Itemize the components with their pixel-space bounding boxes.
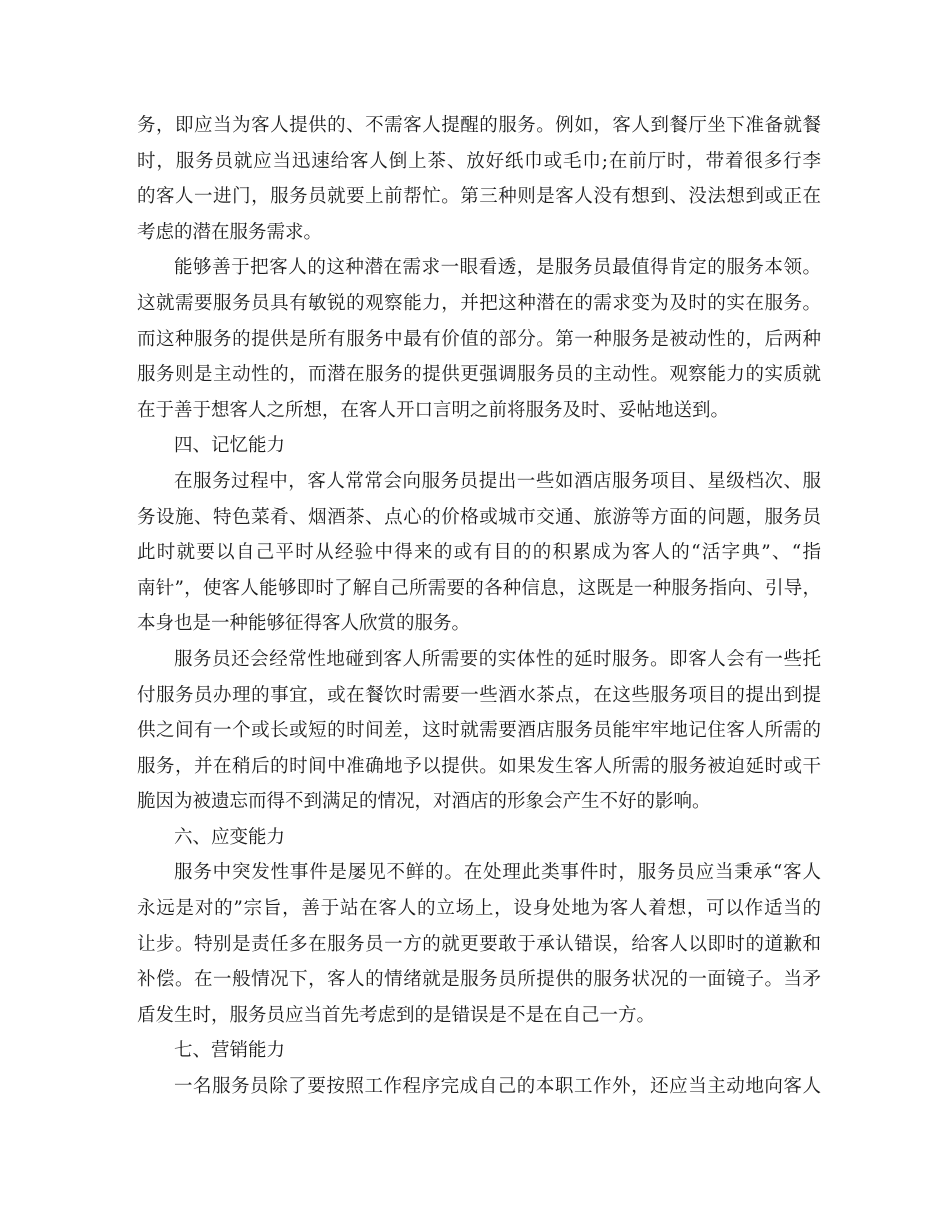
section-heading-adaptability: 六、应变能力: [174, 826, 286, 848]
text-line: 考虑的潜在服务需求。: [137, 221, 323, 243]
text-line: 而这种服务的提供是所有服务中最有价值的部分。第一种服务是被动性的，后两种: [137, 328, 821, 350]
text-line: 付服务员办理的事宜，或在餐饮时需要一些酒水茶点，在这些服务项目的提出到提: [137, 684, 821, 706]
text-line: 这就需要服务员具有敏锐的观察能力，并把这种潜在的需求变为及时的实在服务。: [137, 292, 821, 314]
text-line: 的客人一进门，服务员就要上前帮忙。第三种则是客人没有想到、没法想到或正在: [137, 186, 821, 208]
paragraph-continuation: [137, 108, 821, 250]
paragraph-memory-1: [137, 464, 821, 642]
text-line: 务设施、特色菜肴、烟酒茶、点心的价格或城市交通、旅游等方面的问题，服务员: [137, 506, 821, 528]
text-line: 服务中突发性事件是屡见不鲜的。在处理此类事件时，服务员应当秉承“客人: [174, 862, 821, 884]
text-line: 让步。特别是责任多在服务员一方的就更要敢于承认错误，给客人以即时的道歉和: [137, 933, 821, 955]
text-line: 务，即应当为客人提供的、不需客人提醒的服务。例如，客人到餐厅坐下准备就餐: [137, 115, 821, 136]
text-line: 补偿。在一般情况下，客人的情绪就是服务员所提供的服务状况的一面镜子。当矛: [137, 969, 821, 991]
text-line: 供之间有一个或长或短的时间差，这时就需要酒店服务员能牢牢地记住客人所需的: [137, 720, 821, 742]
text-line: 永远是对的”宗旨，善于站在客人的立场上，设身处地为客人着想，可以作适当的: [137, 898, 821, 920]
paragraph-memory-2: [137, 642, 821, 820]
text-line: 在于善于想客人之所想，在客人开口言明之前将服务及时、妥帖地送到。: [137, 399, 730, 421]
paragraph-observation: [137, 250, 821, 428]
text-line: 一名服务员除了要按照工作程序完成自己的本职工作外，还应当主动地向客人: [174, 1076, 821, 1098]
text-line: 时，服务员就应当迅速给客人倒上茶、放好纸巾或毛巾;在前厅时，带着很多行李: [137, 150, 821, 172]
document-page: [137, 108, 821, 1105]
text-line: 本身也是一种能够征得客人欣赏的服务。: [137, 613, 471, 635]
text-line: 服务则是主动性的，而潜在服务的提供更强调服务员的主动性。观察能力的实质就: [137, 364, 821, 386]
text-line: 南针”，使客人能够即时了解自己所需要的各种信息，这既是一种服务指向、引导，: [137, 577, 821, 599]
text-line: 此时就要以自己平时从经验中得来的或有目的的积累成为客人的“活字典”、“指: [137, 542, 821, 564]
section-heading-marketing: 七、营销能力: [174, 1040, 286, 1062]
text-line: 能够善于把客人的这种潜在需求一眼看透，是服务员最值得肯定的服务本领。: [174, 257, 821, 279]
text-line: 盾发生时，服务员应当首先考虑到的是错误是不是在自己一方。: [137, 1004, 656, 1026]
paragraph-marketing: [137, 1069, 821, 1105]
text-line: 服务员还会经常性地碰到客人所需要的实体性的延时服务。即客人会有一些托: [174, 648, 821, 670]
text-line: 在服务过程中，客人常常会向服务员提出一些如酒店服务项目、星级档次、服: [174, 470, 821, 492]
text-line: 脆因为被遗忘而得不到满足的情况，对酒店的形象会产生不好的影响。: [137, 791, 711, 813]
section-heading-memory: 四、记忆能力: [174, 435, 286, 457]
text-line: 服务，并在稍后的时间中准确地予以提供。如果发生客人所需的服务被迫延时或干: [137, 755, 821, 777]
paragraph-adaptability: [137, 855, 821, 1033]
